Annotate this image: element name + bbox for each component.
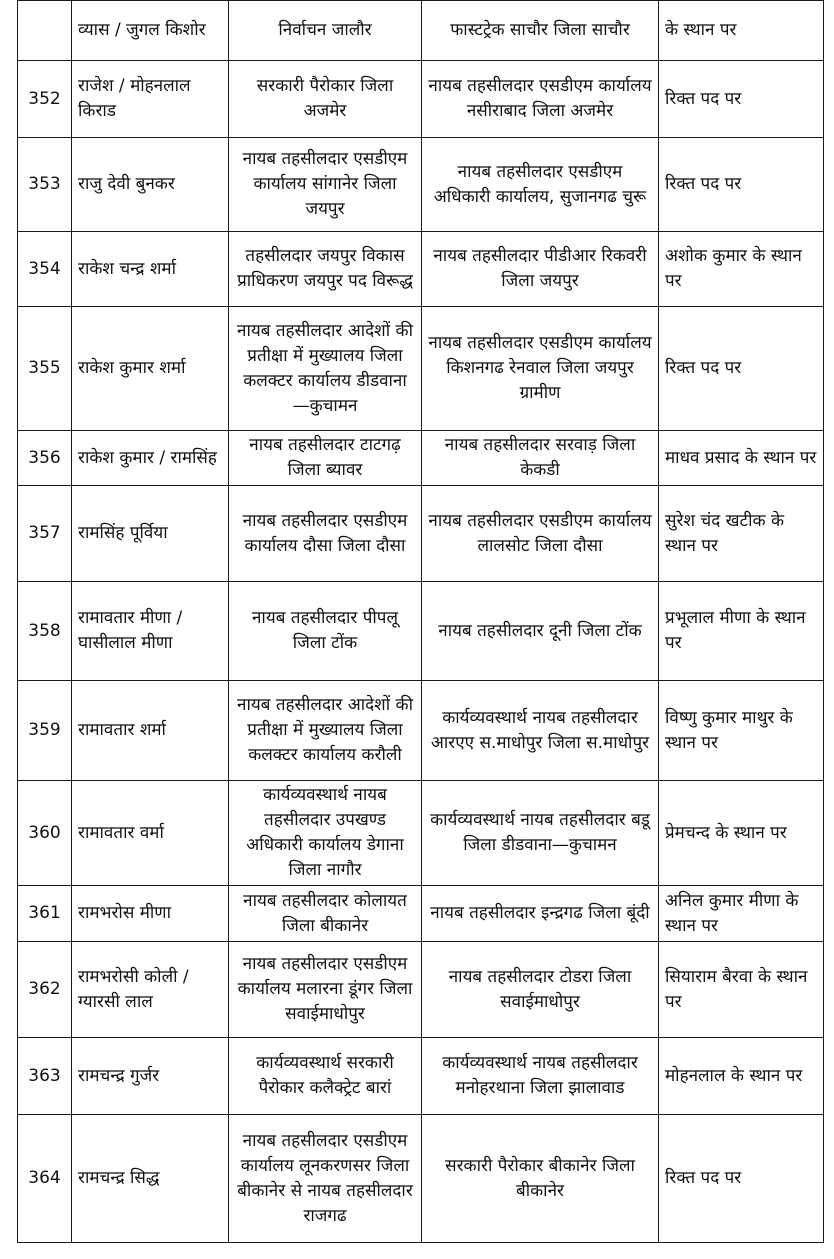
- cell-employee-name: राकेश चन्द्र शर्मा: [72, 232, 229, 307]
- table-row: [18, 138, 824, 232]
- cell-current-posting: कार्यव्यवस्थार्थ सरकारी पैरोकार कलैक्ट्रेट बारां: [229, 1038, 422, 1115]
- table-row: [18, 582, 824, 681]
- cell-new-posting: कार्यव्यवस्थार्थ नायब तहसीलदार बडू जिला डीडवाना—कुचामन: [422, 781, 659, 886]
- cell-replacement: रिक्त पद पर: [659, 61, 824, 138]
- cell-serial-number: 362: [18, 942, 72, 1038]
- cell-current-posting: नायब तहसीलदार पीपलू जिला टोंक: [229, 582, 422, 681]
- transfer-order-table: [17, 0, 824, 1243]
- cell-replacement: के स्थान पर: [659, 1, 824, 61]
- cell-current-posting: नायब तहसीलदार एसडीएम कार्यालय सांगानेर जिला जयपुर: [229, 138, 422, 232]
- cell-replacement: प्रभूलाल मीणा के स्थान पर: [659, 582, 824, 681]
- cell-serial-number: 356: [18, 431, 72, 486]
- cell-serial-number: 357: [18, 486, 72, 582]
- cell-replacement: सियाराम बैरवा के स्थान पर: [659, 942, 824, 1038]
- cell-new-posting: सरकारी पैरोकार बीकानेर जिला बीकानेर: [422, 1115, 659, 1243]
- cell-replacement: मोहनलाल के स्थान पर: [659, 1038, 824, 1115]
- cell-replacement: अनिल कुमार मीणा के स्थान पर: [659, 886, 824, 942]
- cell-replacement: माधव प्रसाद के स्थान पर: [659, 431, 824, 486]
- cell-replacement: रिक्त पद पर: [659, 138, 824, 232]
- cell-serial-number: 361: [18, 886, 72, 942]
- cell-employee-name: राकेश कुमार शर्मा: [72, 307, 229, 431]
- cell-employee-name: रामावतार शर्मा: [72, 681, 229, 781]
- cell-replacement: प्रेमचन्द के स्थान पर: [659, 781, 824, 886]
- cell-new-posting: नायब तहसीलदार इन्द्रगढ जिला बूंदी: [422, 886, 659, 942]
- table-row: [18, 781, 824, 886]
- cell-current-posting: नायब तहसीलदार आदेशों की प्रतीक्षा में मुख्यालय जिला कलक्टर कार्यालय करौली: [229, 681, 422, 781]
- table-row: [18, 681, 824, 781]
- cell-new-posting: कार्यव्यवस्थार्थ नायब तहसीलदार मनोहरथाना जिला झालावाड: [422, 1038, 659, 1115]
- cell-employee-name: रामावतार वर्मा: [72, 781, 229, 886]
- cell-serial-number: [18, 1, 72, 61]
- cell-new-posting: नायब तहसीलदार पीडीआर रिकवरी जिला जयपुर: [422, 232, 659, 307]
- table-row: [18, 942, 824, 1038]
- cell-replacement: विष्णु कुमार माथुर के स्थान पर: [659, 681, 824, 781]
- cell-new-posting: नायब तहसीलदार टोडरा जिला सवाईमाधोपुर: [422, 942, 659, 1038]
- cell-current-posting: नायब तहसीलदार एसडीएम कार्यालय लूनकरणसर जिला बीकानेर से नायब तहसीलदार राजगढ: [229, 1115, 422, 1243]
- table-row: [18, 431, 824, 486]
- cell-employee-name: रामभरोसी कोली / ग्यारसी लाल: [72, 942, 229, 1038]
- cell-replacement: रिक्त पद पर: [659, 307, 824, 431]
- cell-employee-name: राकेश कुमार / रामसिंह: [72, 431, 229, 486]
- cell-new-posting: नायब तहसीलदार एसडीएम अधिकारी कार्यालय, सुजानगढ चुरू: [422, 138, 659, 232]
- cell-current-posting: तहसीलदार जयपुर विकास प्राधिकरण जयपुर पद विरूद्ध: [229, 232, 422, 307]
- cell-new-posting: नायब तहसीलदार एसडीएम कार्यालय नसीराबाद जिला अजमेर: [422, 61, 659, 138]
- cell-serial-number: 360: [18, 781, 72, 886]
- cell-serial-number: 355: [18, 307, 72, 431]
- cell-new-posting: फास्टट्रेक साचौर जिला साचौर: [422, 1, 659, 61]
- cell-current-posting: निर्वाचन जालौर: [229, 1, 422, 61]
- cell-new-posting: नायब तहसीलदार एसडीएम कार्यालय लालसोट जिला दौसा: [422, 486, 659, 582]
- cell-employee-name: रामचन्द्र सिद्ध: [72, 1115, 229, 1243]
- cell-new-posting: कार्यव्यवस्थार्थ नायब तहसीलदार आरएए स.माधोपुर जिला स.माधोपुर: [422, 681, 659, 781]
- table-row: [18, 307, 824, 431]
- cell-serial-number: 359: [18, 681, 72, 781]
- table-row: [18, 232, 824, 307]
- cell-serial-number: 364: [18, 1115, 72, 1243]
- cell-employee-name: रामसिंह पूर्विया: [72, 486, 229, 582]
- table-header-row: [18, 1, 824, 61]
- table-row: [18, 1038, 824, 1115]
- table-row: [18, 1115, 824, 1243]
- cell-replacement: रिक्त पद पर: [659, 1115, 824, 1243]
- cell-current-posting: सरकारी पैरोकार जिला अजमेर: [229, 61, 422, 138]
- cell-new-posting: नायब तहसीलदार दूनी जिला टोंक: [422, 582, 659, 681]
- cell-serial-number: 354: [18, 232, 72, 307]
- cell-current-posting: कार्यव्यवस्थार्थ नायब तहसीलदार उपखण्ड अधिकारी कार्यालय डेगाना जिला नागौर: [229, 781, 422, 886]
- cell-serial-number: 358: [18, 582, 72, 681]
- cell-replacement: सुरेश चंद खटीक के स्थान पर: [659, 486, 824, 582]
- cell-serial-number: 353: [18, 138, 72, 232]
- table-row: [18, 486, 824, 582]
- cell-serial-number: 363: [18, 1038, 72, 1115]
- cell-current-posting: नायब तहसीलदार एसडीएम कार्यालय मलारना डूंगर जिला सवाईमाधोपुर: [229, 942, 422, 1038]
- cell-new-posting: नायब तहसीलदार सरवाड़ जिला केकडी: [422, 431, 659, 486]
- cell-current-posting: नायब तहसीलदार एसडीएम कार्यालय दौसा जिला दौसा: [229, 486, 422, 582]
- cell-new-posting: नायब तहसीलदार एसडीएम कार्यालय किशनगढ रेनवाल जिला जयपुर ग्रामीण: [422, 307, 659, 431]
- cell-current-posting: नायब तहसीलदार कोलायत जिला बीकानेर: [229, 886, 422, 942]
- cell-employee-name: राजेश / मोहनलाल किराड: [72, 61, 229, 138]
- cell-replacement: अशोक कुमार के स्थान पर: [659, 232, 824, 307]
- cell-employee-name: रामावतार मीणा / घासीलाल मीणा: [72, 582, 229, 681]
- cell-serial-number: 352: [18, 61, 72, 138]
- table-row: [18, 886, 824, 942]
- cell-current-posting: नायब तहसीलदार टाटगढ़ जिला ब्यावर: [229, 431, 422, 486]
- cell-employee-name: राजु देवी बुनकर: [72, 138, 229, 232]
- cell-employee-name: रामचन्द्र गुर्जर: [72, 1038, 229, 1115]
- cell-employee-name: व्यास / जुगल किशोर: [72, 1, 229, 61]
- cell-current-posting: नायब तहसीलदार आदेशों की प्रतीक्षा में मुख्यालय जिला कलक्टर कार्यालय डीडवाना—कुचामन: [229, 307, 422, 431]
- cell-employee-name: रामभरोस मीणा: [72, 886, 229, 942]
- table-row: [18, 61, 824, 138]
